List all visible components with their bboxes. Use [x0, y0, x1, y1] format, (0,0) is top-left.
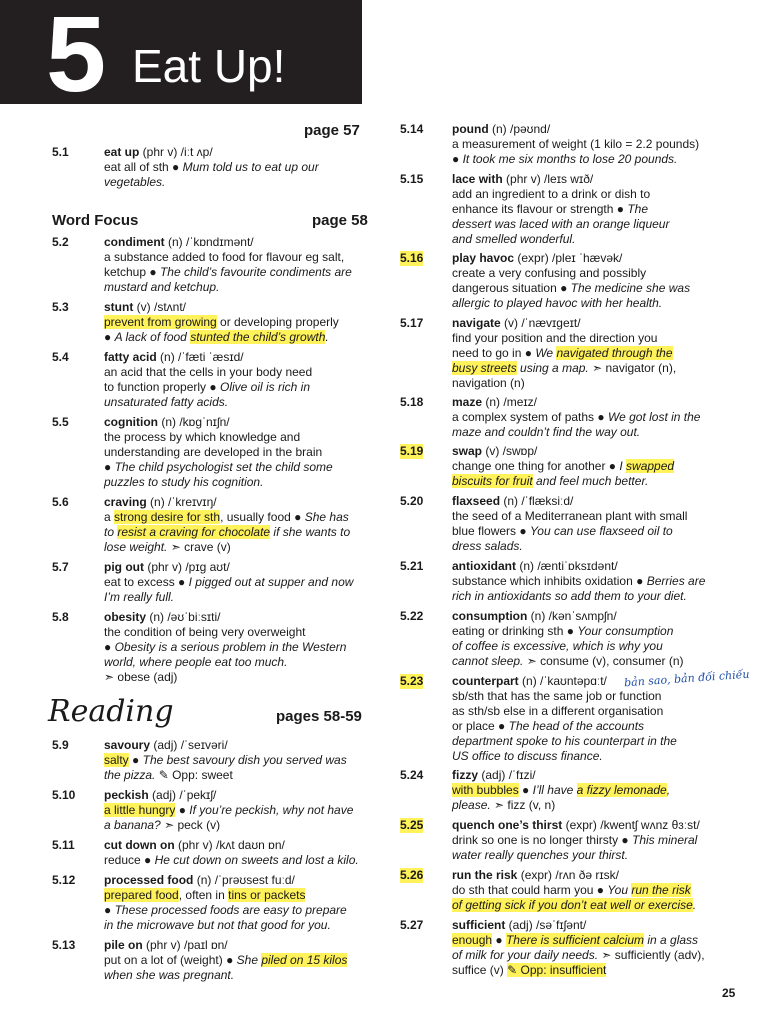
headword: fatty acid	[104, 350, 157, 364]
headword: stunt	[104, 300, 134, 314]
derivative: ➣ fizz (v, n)	[490, 798, 556, 812]
pos: (n) /ˈkɒndɪmənt/	[164, 235, 254, 249]
example: The	[627, 202, 649, 216]
example: cannot sleep.	[452, 654, 524, 668]
example: maze and couldn’t find the way out.	[452, 425, 641, 439]
pos: (n) /pəʊnd/	[488, 122, 551, 136]
example: to	[104, 525, 118, 539]
definition: , usually food ●	[220, 510, 305, 524]
example: .	[325, 330, 329, 344]
headword: pound	[452, 122, 489, 136]
example: A lack of food	[114, 330, 191, 344]
highlight: prevent from growing	[104, 315, 217, 329]
example: and feel much better.	[532, 474, 649, 488]
entry-number: 5.3	[52, 300, 69, 314]
entry-number: 5.11	[52, 838, 75, 852]
example: rich in antioxidants so add them to your diet.	[452, 589, 687, 603]
definition: drink so one is no longer thirsty ●	[452, 833, 632, 847]
definition: to function properly ●	[104, 380, 220, 394]
example: vegetables.	[104, 175, 166, 189]
pos: (adj) /ˈseɪvəri/	[150, 738, 228, 752]
headword: lace with	[452, 172, 503, 186]
definition: change one thing for another ●	[452, 459, 620, 473]
bullet: ●	[128, 753, 143, 767]
example: world, where people eat too much.	[104, 655, 288, 669]
highlight: a little hungry	[104, 803, 176, 817]
derivative: navigation (n)	[452, 376, 525, 390]
entry-number: 5.6	[52, 495, 69, 509]
pos: (phr v) /paɪl ɒn/	[142, 938, 228, 952]
entry-number: 5.7	[52, 560, 69, 574]
highlight: swapped	[626, 459, 675, 473]
headword: craving	[104, 495, 147, 509]
example: I’ll have	[532, 783, 577, 797]
pos: (phr v) /leɪs wɪð/	[502, 172, 594, 186]
highlight: salty	[104, 753, 129, 767]
headword: savoury	[104, 738, 151, 752]
highlight: resist a craving for chocolate	[117, 525, 271, 539]
highlight: run the risk	[631, 883, 691, 897]
derivative: ➣ peck (v)	[160, 818, 221, 832]
definition: an acid that the cells in your body need	[104, 365, 313, 379]
bullet: ●	[104, 460, 115, 474]
headword: processed food	[104, 873, 194, 887]
example: when she was pregnant.	[104, 968, 235, 982]
headword: consumption	[452, 609, 528, 623]
entry-number: 5.15	[400, 172, 424, 186]
example: I	[619, 459, 627, 473]
pos: (v) /swɒp/	[482, 444, 538, 458]
example: You can use flaxseed oil to	[529, 524, 673, 538]
headword: obesity	[104, 610, 147, 624]
example: We	[535, 346, 557, 360]
example: The head of the accounts	[508, 719, 645, 733]
example: in a glass	[644, 933, 699, 947]
definition: blue flowers ●	[452, 524, 530, 538]
headword: navigate	[452, 316, 501, 330]
bullet: ●	[104, 640, 115, 654]
entry-number: 5.12	[52, 873, 76, 887]
pos: (phr v) /kʌt daʊn ɒn/	[174, 838, 285, 852]
example: This mineral	[632, 833, 698, 847]
entry-number: 5.22	[400, 609, 424, 623]
entry-number: 5.24	[400, 768, 424, 782]
derivative: ➣ sufficiently (adv),	[598, 948, 705, 962]
handwritten-note: bản sao, bản đối chiếu	[623, 667, 750, 690]
entry-number: 5.14	[400, 122, 424, 136]
entry-number: 5.20	[400, 494, 424, 508]
example: Olive oil is rich in	[219, 380, 311, 394]
example: We got lost in the	[607, 410, 701, 424]
example: The medicine she was	[570, 281, 691, 295]
definition: , often in	[178, 888, 229, 902]
example: if she wants to	[270, 525, 351, 539]
headword: swap	[452, 444, 483, 458]
definition: or place ●	[452, 719, 509, 733]
definition: do sth that could harm you ●	[452, 883, 608, 897]
example: ,	[666, 783, 671, 797]
example: She	[236, 953, 262, 967]
definition: substance which inhibits oxidation ●	[452, 574, 647, 588]
highlight: biscuits for fruit	[452, 474, 533, 488]
definition: understanding are developed in the brain	[104, 445, 323, 459]
pos: (adj) /ˈfɪzi/	[478, 768, 536, 782]
highlight: tins or packets	[228, 888, 306, 902]
entry-number: 5.25	[400, 818, 424, 832]
page-number: 25	[722, 986, 736, 1000]
derivative: ➣ crave (v)	[167, 540, 231, 554]
headword: flaxseed	[452, 494, 501, 508]
pos: (phr v) /pɪɡ aʊt/	[143, 560, 230, 574]
pos: (n) /ˈflæksiːd/	[500, 494, 574, 508]
example: He cut down on sweets and lost a kilo.	[154, 853, 359, 867]
pos: (expr) /pleɪ ˈhævək/	[514, 251, 623, 265]
definition: the condition of being very overweight	[104, 625, 306, 639]
example: dessert was laced with an orange liqueur	[452, 217, 670, 231]
example: Mum told us to eat up our	[182, 160, 319, 174]
example: The child psychologist set the child some	[114, 460, 333, 474]
opposite: ✎ Opp: sweet	[155, 768, 233, 782]
example: Your consumption	[577, 624, 674, 638]
definition: as sth/sb else in a different organisation	[452, 704, 664, 718]
definition: the process by which knowledge and	[104, 430, 301, 444]
pos: (n) /ˈfæti ˈæsɪd/	[156, 350, 244, 364]
highlight: of getting sick if you don’t eat well or exercise	[452, 898, 693, 912]
example: The best savoury dish you served was	[142, 753, 347, 767]
headword: sufficient	[452, 918, 506, 932]
example: She has	[304, 510, 349, 524]
pos: (n) /ˈprəʊsest fuːd/	[193, 873, 295, 887]
example: .	[692, 898, 697, 912]
pos: (n) /kənˈsʌmpʃn/	[527, 609, 617, 623]
headword: fizzy	[452, 768, 479, 782]
pos: (v) /ˈnævɪɡeɪt/	[500, 316, 581, 330]
pos: (n) /əʊˈbiːsɪti/	[146, 610, 221, 624]
example: mustard and ketchup.	[104, 280, 220, 294]
headword: peckish	[104, 788, 149, 802]
chapter-title: Eat Up!	[132, 40, 286, 92]
highlight: There is sufficient calcium	[505, 933, 645, 947]
section-word-focus: Word Focus	[52, 212, 139, 229]
headword: cognition	[104, 415, 158, 429]
definition: a	[104, 510, 115, 524]
definition: a complex system of paths ●	[452, 410, 608, 424]
entry-number: 5.1	[52, 145, 69, 159]
pos: (adj) /ˈpekɪʃ/	[148, 788, 217, 802]
pos: (n) /æntiˈɒksɪdənt/	[516, 559, 618, 573]
section-reading: Reading	[48, 694, 174, 729]
example: in the microwave but not that good for you.	[104, 918, 331, 932]
entry-number: 5.17	[400, 316, 424, 330]
example: Berries are	[646, 574, 706, 588]
example: puzzles to study his cognition.	[104, 475, 264, 489]
entry-number: 5.19	[400, 444, 424, 458]
entry-number: 5.18	[400, 395, 424, 409]
example: of milk for your daily needs.	[452, 948, 599, 962]
definition: ketchup ●	[104, 265, 160, 279]
definition: the seed of a Mediterranean plant with small	[452, 509, 688, 523]
headword: counterpart	[452, 674, 519, 688]
bullet: ●	[492, 933, 506, 947]
definition: put on a lot of (weight) ●	[104, 953, 237, 967]
pos: (n) /kɒɡˈnɪʃn/	[158, 415, 230, 429]
highlight: with bubbles	[452, 783, 519, 797]
entry-number: 5.5	[52, 415, 69, 429]
definition: a measurement of weight (1 kilo = 2.2 pounds)	[452, 137, 700, 151]
headword: play havoc	[452, 251, 515, 265]
headword: condiment	[104, 235, 165, 249]
example: the pizza.	[104, 768, 156, 782]
example: US office to discuss finance.	[452, 749, 603, 763]
example: department spoke to his counterpart in the	[452, 734, 677, 748]
headword: maze	[452, 395, 483, 409]
chapter-header	[0, 0, 362, 114]
highlight: prepared food	[104, 888, 179, 902]
highlight: a fizzy lemonade	[576, 783, 667, 797]
definition: or developing properly	[216, 315, 339, 329]
pos: (v) /stʌnt/	[133, 300, 186, 314]
derivative: suffice (v)	[452, 963, 508, 977]
example: You	[607, 883, 632, 897]
headword: quench one’s thirst	[452, 818, 563, 832]
pos: (phr v) /iːt ʌp/	[139, 145, 213, 159]
page-ref-58: page 58	[312, 212, 368, 229]
entry-number: 5.23	[400, 674, 424, 688]
definition: need to go in ●	[452, 346, 536, 360]
entry-number: 5.10	[52, 788, 76, 802]
derivative: ➣ navigator (n),	[588, 361, 677, 375]
entry-number: 5.13	[52, 938, 76, 952]
example: lose weight.	[104, 540, 168, 554]
definition: reduce ●	[104, 853, 155, 867]
highlight: stunted the child’s growth	[190, 330, 326, 344]
definition: eating or drinking sth ●	[452, 624, 578, 638]
headword: run the risk	[452, 868, 518, 882]
pos: (adj) /səˈfɪʃənt/	[505, 918, 587, 932]
example: allergic to played havoc with her health.	[452, 296, 663, 310]
definition: sb/sth that has the same job or function	[452, 689, 662, 703]
definition: eat to excess ●	[104, 575, 189, 589]
pos: (expr) /rʌn ðə rɪsk/	[517, 868, 619, 882]
entry-number: 5.21	[400, 559, 424, 573]
example: If you’re peckish, why not have	[189, 803, 354, 817]
page-ref-57: page 57	[304, 122, 360, 139]
example: dress salads.	[452, 539, 523, 553]
headword: eat up	[104, 145, 140, 159]
example: It took me six months to lose 20 pounds.	[462, 152, 678, 166]
headword: cut down on	[104, 838, 175, 852]
example: unsaturated fatty acids.	[104, 395, 229, 409]
derivative: ➣ obese (adj)	[104, 670, 178, 684]
definition: dangerous situation ●	[452, 281, 571, 295]
definition: create a very confusing and possibly	[452, 266, 647, 280]
highlight: piled on 15 kilos	[261, 953, 348, 967]
bullet: ●	[104, 330, 115, 344]
derivative: ➣ consume (v), consumer (n)	[523, 654, 684, 668]
chapter-number: 5	[46, 0, 105, 114]
example: please.	[452, 798, 491, 812]
entry-number: 5.8	[52, 610, 69, 624]
bullet: ●	[104, 903, 115, 917]
definition: a substance added to food for flavour eg salt,	[104, 250, 345, 264]
entry-number: 5.16	[400, 251, 424, 265]
pos: (n) /ˈkreɪvɪŋ/	[146, 495, 217, 509]
entry-number: 5.27	[400, 918, 424, 932]
highlight: strong desire for sth	[114, 510, 221, 524]
example: I pigged out at supper and now	[188, 575, 354, 589]
highlight: busy streets	[452, 361, 517, 375]
bullet: ●	[518, 783, 533, 797]
definition: eat all of sth ●	[104, 160, 183, 174]
definition: find your position and the direction you	[452, 331, 658, 345]
example: I’m really full.	[104, 590, 175, 604]
example: of coffee is excessive, which is why you	[452, 639, 663, 653]
headword: pig out	[104, 560, 144, 574]
bullet: ●	[452, 152, 463, 166]
opposite: ✎ Opp: insufficient	[507, 963, 607, 977]
highlight: navigated through the	[556, 346, 673, 360]
example: The child’s favourite condiments are	[159, 265, 352, 279]
definition: add an ingredient to a drink or dish to	[452, 187, 651, 201]
headword: pile on	[104, 938, 143, 952]
pos: (n) /meɪz/	[482, 395, 537, 409]
highlight: enough	[452, 933, 493, 947]
bullet: ●	[175, 803, 190, 817]
entry-number: 5.26	[400, 868, 424, 882]
example: These processed foods are easy to prepare	[114, 903, 347, 917]
definition: enhance its flavour or strength ●	[452, 202, 628, 216]
pos: (expr) /kwentʃ wʌnz θɜːst/	[562, 818, 700, 832]
pos: (n) /ˈkaʊntəpɑːt/	[518, 674, 607, 688]
example: water really quenches your thirst.	[452, 848, 629, 862]
example: a banana?	[104, 818, 161, 832]
entry-number: 5.2	[52, 235, 69, 249]
headword: antioxidant	[452, 559, 517, 573]
entry-number: 5.4	[52, 350, 69, 364]
page-ref-58-59: pages 58-59	[276, 708, 362, 725]
entry-number: 5.9	[52, 738, 69, 752]
example: using a map.	[516, 361, 589, 375]
example: and smelled wonderful.	[452, 232, 576, 246]
example: Obesity is a serious problem in the Western	[114, 640, 347, 654]
